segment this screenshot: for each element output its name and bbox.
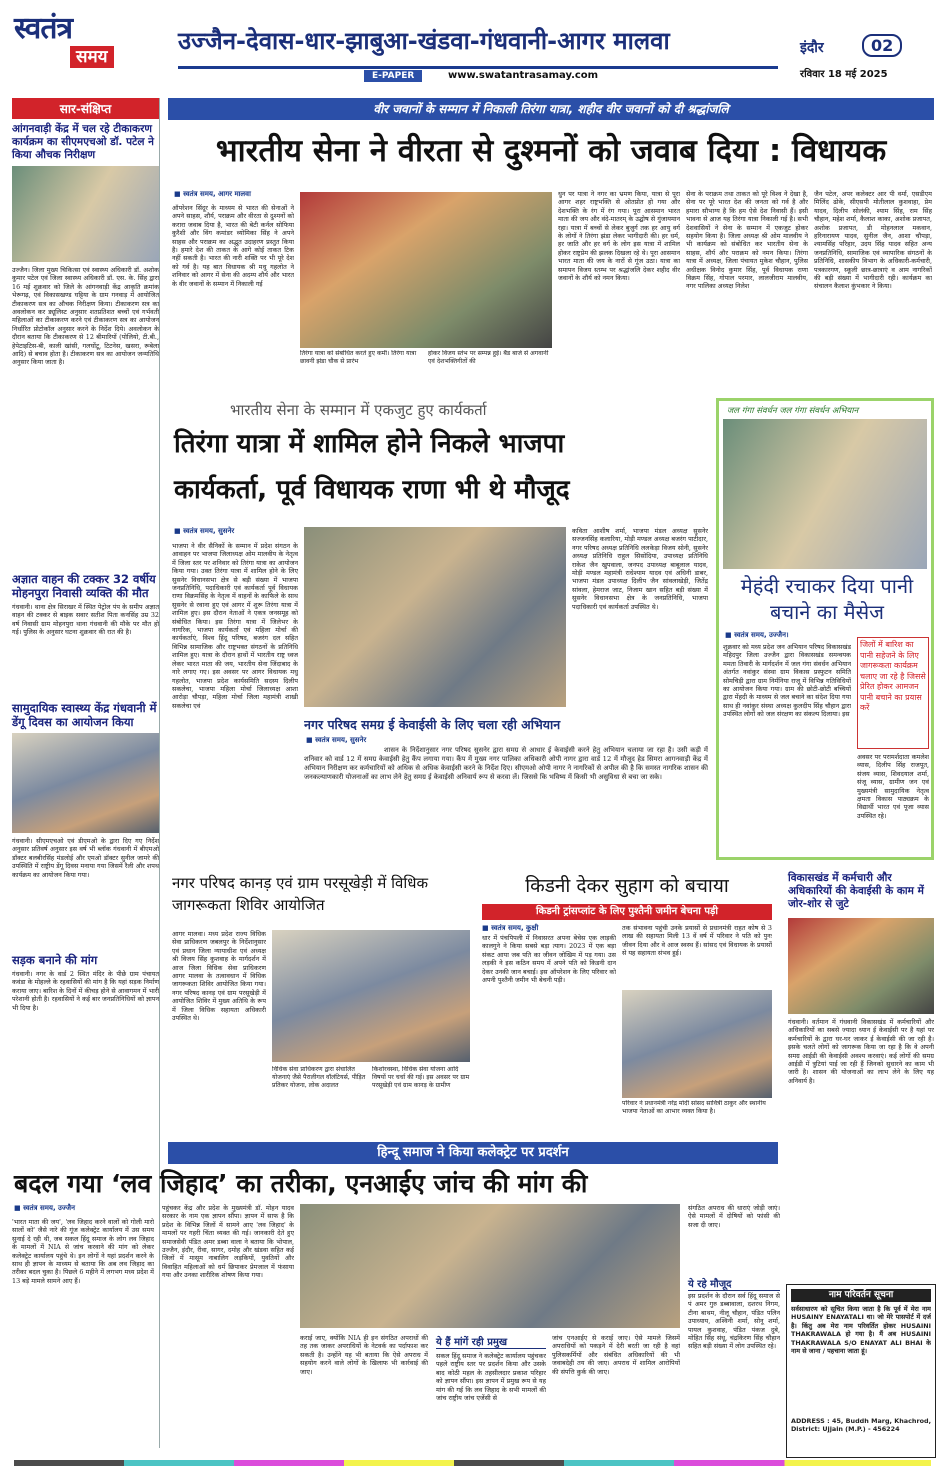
photo-caption: विधिक सेवा प्राधिकरण द्वारा संचालित योजनाएं जैसे पैरालीगल वॉलंटियर्स, पीड़ित प्रतिकर योजना, लोक अदालत (272, 1066, 366, 1089)
box-title: जल गंगा संवर्धन जल गंगा संवर्धन अभियान (727, 406, 859, 416)
logo (14, 12, 154, 92)
logo-top: स्वतंत्र (14, 11, 73, 46)
mid-headline-1: तिरंगा यात्रा में शामिल होने निकले भाजपा (174, 429, 565, 459)
kidney-subhead: किडनी ट्रांसप्लांट के लिए पुश्तैनी जमीन बेचना पड़ी (482, 904, 772, 920)
article-column: जांच एनआईए से कराई जाए। ऐसे मामले जिसमें अपराधियों को पकड़ने में देरी बरती जा रही है वहां पुलिसकर्मियों और संबंधित अधिकारियों की भी जवाबदेही तय की जाए। अपराध में शामिल आरोपियों की संपत्ति कुर्क की जाए। (552, 1334, 680, 1376)
logo-bottom: समय (70, 46, 114, 68)
byline: ■ स्वतंत्र समय, आगर मालवा (174, 190, 251, 199)
present-subhead: ये रहे मौजूद (688, 1276, 780, 1291)
sidebar-item-headline: अज्ञात वाहन की टक्कर 32 वर्षीय मोहनपुरा निवासी व्यक्ति की मौत (12, 572, 156, 600)
article-column: सकल हिंदू समाज ने कलेक्ट्रेट कार्यालय पहुंचकर पहले राष्ट्रीय स्तर पर प्रदर्शन किया और उसके बाद कोठी महल के तहसीलदार प्रकाश परिहार को ज्ञापन सौंपा। इस ज्ञापन में प्रमुख रूप से यह मांग की गई कि लव जिहाद के सभी मामलों की जांच राष्ट्रीय जांच एजेंसी से (436, 1352, 546, 1403)
sidebar-item-headline: आंगनवाड़ी केंद्र में चल रहे टीकाकरण कार्यक्रम का सीएमएचओ डॉ. पटेल ने किया औचक निरीक्षण (12, 123, 154, 161)
sidebar-item-headline: सामुदायिक स्वास्थ्य केंद्र गंधवानी में डेंगू दिवस का आयोजन किया (12, 701, 157, 729)
protest-photo (300, 1204, 680, 1328)
article-column: सेना के पराक्रम तथा ताकत को पूरे विश्व ने देखा है, सेना पर पूरे भारत देश की जनता को गर्व है और हमारा सौभाग्य है कि हम ऐसे देश निवासी हैं। इसी भावना से आज यह तिरंगा यात्रा निकाली गई है। सभी देशवासियों ने सेना के सम्मान में एकजुट होकर सहयोग किया है। जिला अध्यक्ष श्री ओम मालवीय ने भी कार्यक्रम को संबोधित कर भारतीय सेना के साहस, शौर्य और पराक्रम को नमन किया। तिरंगा यात्रा में अध्यक्ष, जिला पंचायत मुकेश चौहान, पुलिस अधीक्षक विनोद कुमार सिंह, पूर्व विधायक राणा विक्रम सिंह, गोपाल परमार, लालजीराम मालवीय, नगर पालिका अध्यक्ष निलेश (686, 190, 808, 291)
notice-address: ADDRESS : 45, Buddh Marg, Khachrod, District: Ujjain (M.P.) - 456224 (791, 1417, 931, 1434)
byline: ■ स्वतंत्र समय, सुसनेर (306, 736, 366, 745)
ekyc-body: शासन के निर्देशानुसार नगर परिषद सुसनेर द्वारा समग्र से आधार ई केवाईसी करने हेतु अभियान चलाया जा रहा है। उसी कड़ी में शनिवार को वार्ड 12 में समग्र केवाईसी हेतु कैंप लगाया गया। कैंप में मुख्य नगर पालिका अधिकारी ओपी नागर द्वारा वार्ड 12 में मौजूद हेड सिमरा आगनवाड़ी केंद्र में अभियान निरीक्षण कर कर्मचारियों को अधिक से अधिक केवाईसी करने के निर्देश दिए। सीएमओ ओपी नागर ने नागरिकों से अपील की है कि समस्त नागरिक शासन की जनकल्याणकारी योजनाओं का लाभ लेने हेतु समग्र ई केवाईसी अनिवार्य रूप से करवा लें। जिससे कि भविष्य में किसी भी असुविधा से बचा जा सके। (304, 746, 708, 781)
ekyc-subkicker: नगर परिषद समग्र ई केवाईसी के लिए चला रही अभियान (304, 717, 561, 732)
byline: ■ स्वतंत्र समय, सुसनेर (174, 527, 234, 536)
box-callout: जिलों में बारिश का पानी सहेजने के लिए जागरूकता कार्यक्रम चलाए जा रहे है जिससे प्रेरित होकर आमजन पानी बचाने का प्रयास करें (857, 637, 929, 749)
bottom-headline: बदल गया ‘लव जिहाद’ का तरीका, एनआईए जांच की मांग की (14, 1169, 588, 1198)
article-column: कराई जाए, क्योंकि NIA ही इन संगठित अपराधों की तह तक जाकर अपराधियों के नेटवर्क का पर्दाफाश कर सकती है। उन्होंने यह भी बताया कि ऐसे अपराध में सहयोग करने वाले लोगों के खिलाफ भी कार्रवाई की जाए। (300, 1334, 428, 1376)
photo-caption: किशोरवस्था, विधिक सेवा योजना आदि विषयों पर चर्चा की गई। इस अवसर पर ग्राम परसूखेड़ी एवं ग्राम कानड़ के ग्रामीण (372, 1066, 470, 1089)
website[interactable]: www.swatantrasamay.com (448, 70, 599, 81)
article-column: धार में पंचपिपली में निवासरत अपना बेचेस एक लाड़की कालगुने ने किया सबसे बड़ा त्याग। 2023 में एक बड़ा संकट आया जब पति का जीवन जोखिम में पड़ गया। उस लड़की ने इस कठिन समय में अपने पति को किडनी दान देकर उनकी जान बचाई। इस ऑपरेशन के लिए परिवार को अपनी पुश्तैनी जमीन भी बेचनी पड़ी। (482, 934, 616, 985)
article-column: जैन पटेल, अपर कलेक्टर आर पी वर्मा, एसडीएम मिलिंद ढोके, सीएसपी मोतीलाल कुशवाहा, प्रेम यादव, दिलीप सोलंकी, श्याम सिंह, राम सिंह चौहान, महेश शर्मा, कैलाश काका, अशोक प्रजापत, अशोक प्रजापत, डी मोहनलाल मकवान, हरिनारायण यादव, सुनील जैन, आशा चौपड़ा, श्यामसिंह परिहार, उदय सिंह यादव सहित अन्य जनप्रतिनिधि, सामाजिक एवं व्यापारिक संगठनों के प्रतिनिधि, शासकीय विभाग के अधिकारी-कर्मचारी, पत्रकारगण, स्कूली छात्र-छात्राएं व आम नागरिकों की बड़ी संख्या में भागीदारी रही। कार्यक्रम का संचालन कैलाश कुंभकार ने किया। (814, 190, 932, 291)
bottom-kicker: हिन्दू समाज ने किया कलेक्ट्रेट पर प्रदर्शन (168, 1142, 778, 1164)
photo-caption: तिरंगा यात्रा को संबोधित करते हुए कर्मी। तिरंगा यात्रा छावनी झंडा चौक से प्रारंभ (300, 350, 417, 365)
ekyc-work-photo (788, 918, 934, 1014)
masthead (0, 0, 945, 96)
top-headline: भारतीय सेना ने वीरता से दुश्मनों को जवाब दिया : विधायक (215, 133, 887, 169)
demands-subhead: ये हैं मांगें रही प्रमुख (436, 1334, 546, 1349)
jal-ganga-box (716, 398, 934, 860)
tiranga-yatra-photo (300, 192, 552, 348)
mehndi-photo (723, 419, 927, 569)
article-column: धुन पर यात्रा ने नगर का भ्रमण किया, यात्रा से पूरा आगर शहर राष्ट्रभक्ति से ओतप्रोत हो गया और देशभक्ति के रंग में रंग गया। पूरा आसमान भारत माता की जय और वंदे-मातरम् के उद्घोष से गुंजायमान रहा। यात्रा में बच्चों से लेकर बुजुर्ग तक हर आयु वर्ग के लोगों ने तिरंगा झंडा लेकर भागीदारी की। हर धर्म, हर जाति और हर वर्ग के लोग इस यात्रा में शामिल होकर राष्ट्रप्रेम की झलक दिखला रहे थे। पूरा आसमान भारत माता की जय के नारों से गूंज उठा। यात्रा का समापन विजय स्तम्भ पर श्रद्धांजलि देकर शहीद वीर जवानों के शौर्य को नमन किया। (558, 190, 680, 283)
region-banner: उज्जैन-देवास-धार-झाबुआ-खंडवा-गंधवानी-आगर मालवा (178, 27, 670, 55)
sidebar-item (12, 572, 159, 695)
epaper-badge: E-PAPER (364, 70, 422, 82)
article-column: गंधवानी। वर्तमान में गंधवानी विकासखंड में कर्मचारियों और अधिकारियों का सबसे ज्यादा ध्यान ई केवाईसी पर है यहां पर कर्मचारियों के द्वारा घर-घर जाकर ई केवाईसी की जा रही है। इसके चलते लोगों को जागरूक किया जा रहा है कि वे अपनी समग्र आईडी की केवाईसी अवश्य करवाएं। कई लोगों की समग्र आईडी में त्रुटियां पाई जा रही हैं जिनको सुधारने का काम भी जारी है। शासन की योजनाओं का लाभ लेने के लिए यह अनिवार्य है। (788, 1018, 934, 1085)
article-column: भाजपा ने वीर सैनिकों के सम्मान में प्रदेश संगठन के आवाहन पर भाजपा जिलाध्यक्ष ओम मालवीय के नेतृत्व में जिला स्तर पर शनिवार को तिरंगा यात्रा का आयोजन किया गया। उक्त तिरंगा यात्रा में शामिल होने के लिए सुसनेर विधानसभा क्षेत्र से बड़ी संख्या में भाजपा जनप्रतिनिधि, पदाधिकारी एवं कार्यकर्ता पूर्व विधायक राणा विक्रमसिंह के नेतृत्व में वाहनों के काफिले के साथ सुसनेर से रवाना हुए एवं आगर में शुरू तिरंगा यात्रा में शामिल हुए। इस दौरान नेताओं ने एकत्र जनसमूह को संबोधित किया। इस तिरंगा यात्रा में जिलेभर के नागरिक, भाजपा कार्यकर्ता एवं महिला मोर्चा की कार्यकर्ताएं, विश्व हिंदू परिषद, बजरंग दल सहित विभिन्न सामाजिक और राष्ट्रभक्त संगठनों के प्रतिनिधि शामिल हुए। यात्रा के दौरान हाथों में भारतीय राष्ट्र ध्वज लेकर भारत माता की जय, भारतीय सेना जिंदाबाद के नारे लगाए गए। इस अवसर पर आगर विधायक मधु गहलोत, भाजपा प्रदेश कार्यसमिति सदस्य दिलीप सकलेचा, भाजपा महिला मोर्चा जिलाध्यक्ष आशा आरोड़ा चौपड़ा, महिला मोर्चा जिला महामंत्री शाखी सकलेचा एवं (172, 542, 298, 710)
sidebar-item-body: गंधवानी। थाना क्षेत्र सिराखर में स्थित पेट्रोल पंप के समीप अज्ञात वाहन की टक्कर से बाइक सवार सतीश पिता कनसिंह उम्र 32 वर्ष निवासी ग्राम मोहनपुरा थाना गंधवानी की मौके पर मौत हो गई। पुलिस के अनुसार घटना शुक्रवार की रात की है। (12, 603, 159, 637)
top-kicker: वीर जवानों के सम्मान में निकाली तिरंगा यात्रा, शहीद वीर जवानों को दी श्रद्धांजलि (168, 98, 934, 120)
top-story (168, 190, 934, 390)
sidebar-item-body: गंधवानी। नगर के वार्ड 2 स्थित मंदिर के पीछे ग्राम पंचायत कवंडा के मोहल्ले के रहवासियों की मांग है कि यहां सड़क निर्माण कराया जाए। बारिश के दिनों में कीचड़ होने से आवागमन में भारी परेशानी होती है। रहवासियों ने कई बार जनप्रतिनिधियों को ज्ञापन भी दिया है। (12, 970, 159, 1012)
color-bar (14, 1460, 931, 1466)
page-number: 02 (862, 34, 902, 57)
ekyc-work-headline: विकासखंड में कर्मचारी और अधिकारियों की केवाईसी के काम में जोर-शोर से जुटे (788, 872, 924, 910)
notice-body: सर्वसाधारण को सूचित किया जाता है कि पूर्व में मेरा नाम HUSAINY ENAYATALI था। जो मेरे पासपोर्ट में दर्ज है। किंतु अब मेरा नाम परिवर्तित होकर HUSAINI THAKRAWALA हो गया है। मैं अब HUSAINI THAKRAWALA S/O ENAYAT ALI BHAI के नाम से जाना / पहचाना जाता हूं। (791, 1305, 931, 1356)
issue-date: रविवार 18 मई 2025 (800, 69, 888, 80)
byline: ■ स्वतंत्र समय, उज्जैन (14, 1204, 75, 1213)
article-column: कविता आशीष शर्मा, भाजपा मंडल अध्यक्ष सुसनेर सज्जनसिंह कलारिया, मोड़ी मण्डल अध्यक्ष बजरंग पाटीदार, नगर परिषद अध्यक्ष प्रतिनिधि ललकेड़ा विजय सोनी, सुसनेर अध्यक्ष प्रतिनिधि राहुल सिसोदिया, उपाध्यक्ष प्रतिनिधि राकेश जैन खुपवाला, जनपद उपाध्यक्ष बाबूलाल यादव, मोड़ी मण्डल महामंत्री राधेश्याम यादव एवं अधिनी डाबर, भाजपा मंडल उपाध्यक्ष दिलीप जैन सांवलाखेड़ी, जितेंद्र सांवला, हेमराज जाट, निजाम खान सहित बड़ी संख्या में सुसनेर विधानसभा क्षेत्र के जनप्रतिनिधि, भाजपा पदाधिकारी एवं कार्यकर्ता उपस्थित थे। (572, 527, 708, 611)
dengue-day-photo (12, 733, 159, 833)
photo-caption: परिवार ने प्रधानमंत्री नरेंद्र मोदी सांसद सावित्री ठाकुर और स्थानीय भाजपा नेताओं का आभार व्यक्त किया है। (622, 1100, 766, 1115)
row3-left (168, 868, 472, 1138)
article-column: 'भारत माता की जय', 'लव जिहाद करने वालों को गोली मारो सालों को' जैसे नारे की गूंज कलेक्ट्रेट कार्यालय में उस समय सुनाई दे रही थी, जब सकल हिंदू समाज के लोग लव जिहाद के मामलों में NIA से जांच करवाने की मांग को लेकर कलेक्ट्रेट कार्यालय पहुंचे थे। इन लोगों ने यहां प्रदर्शन करने के साथ ही ज्ञापन के माध्यम से बताया कि अब लव जिहाद का तरीका बदल चुका है। पिछले 6 महीने में लगभग मध्य प्रदेश में 13 बड़े मामले सामने आए हैं। (12, 1218, 154, 1285)
row3-mid (478, 868, 776, 1138)
sidebar-item-body: उज्जैन। जिला मुख्य चिकित्सा एवं स्वास्थ्य अधिकारी डॉ. अशोक कुमार पटेल एवं जिला स्वास्थ्य अधिकारी डॉ. एस. के. सिंह द्वारा 16 मई शुक्रवार को जिले के आंगनवाड़ी केंद्र आकृति क्रमांक भेरूगढ़, एवं विकासखण्ड घट्टिया के ग्राम गनवाड़ में आयोजित टीकाकरण सत्र का औचक निरीक्षण किया। टीकाकरण सत्र का अवलोकन कर ड्यूलिस्ट अनुसार शतप्रतिशत बच्चों एवं गर्भवती महिलाओं का टीकाकरण करने एवं टीकाकरण सत्र का आयोजन निर्धारित प्रोटोकॉल अनुसार करने के निर्देश दिये। अवलोकन के दौरान बताया कि टीकाकरण से 12 बीमारियों (पोलियो, टी.बी., हेपेटाइटिस-बी, काली खांसी, गलघोंटू, टिटनेस, खसरा, रूबेला आदि) से बचाव होता है। टीकाकरण सत्र का आयोजन जन्मतिथि अनुसार किया जाता है। (12, 266, 159, 367)
sidebar-item-headline: सड़क बनाने की मांग (12, 953, 98, 967)
box-body: अवसर पर परामर्शदाता कमलेश व्यास, दिलीप सिंह राजपूत, संजय व्यास, शिवदयाल शर्मा, संजू व्यास, ग्रामीण जन एवं मुख्यमंत्री सामुदायिक नेतृत्व क्षमता विकास पाठ्यक्रम के विद्यार्थी भारत एवं पूजा व्यास उपस्थित रहे। (857, 753, 929, 820)
bjp-yatra-photo (304, 527, 566, 707)
sidebar-item (12, 701, 159, 947)
sidebar-item (12, 953, 159, 1080)
legal-camp-headline: नगर परिषद कानड़ एवं ग्राम परसूखेड़ी में विधिक जागरूकता शिविर आयोजित (172, 874, 428, 914)
byline: ■ स्वतंत्र समय, कुक्षी (482, 924, 538, 933)
article-column: इस प्रदर्शन के दौरान सर्व हिंदू समाज से पं अमर गुरु डब्बावाला, दशरथ निगम, टीना बाथम, नीलू चौहान, पंडित पलिन उपाध्याय, अश्विनी शर्मा, सोनू शर्मा, पायल कुशवाह, पंडित पंकज दुबे, मोहित सिंह संधू, चंद्रकिरण सिंह चौहान सहित बड़ी संख्या में लोग उपस्थित रहे। (688, 1292, 780, 1351)
byline: ■ स्वतंत्र समय, उज्जैन। (725, 631, 789, 640)
article-column: ऑपरेशन सिंदूर के माध्यम से भारत की सेनाओं ने अपने साहस, शौर्य, पराक्रम और वीरता से दुश्मनों को करारा जवाब दिया है, भारत की बेटी कर्नल सोफिया कुरैशी और विंग कमांडर व्योमिका सिंह ने अपने साहस और पराक्रम का अद्भुत उदाहरण प्रस्तुत किया है। हमारे देश की ताकत के आगे कोई ताकत टिक नहीं सकती है। भारत की नारी शक्ति पर भी पूरे देश को गर्व है। यह बात विधायक श्री मधु गहलोत ने शनिवार को आगर में सेना की अदम्य शौर्य और भारत के वीर जवानों के सम्मान में निकाली गई (172, 204, 294, 288)
box-body: शुक्रवार को मध्य प्रदेश जन अभियान परिषद विकासखंड महिदपुर जिला उज्जैन द्वारा विकासखंड समन्वयक ममता तिवारी के मार्गदर्शन में जल गंगा संवर्धन अभियान अंतर्गत नवांकुर संस्था ग्राम विकास प्रस्फुटन समिति सोमचिड़ी द्वारा ग्राम निर्मनिया राजू में विभिन्न गतिविधियों का आयोजन किया गया। ग्राम की छोटी-छोटी बच्चियों द्वारा मेंहदी के माध्यम से जल बचाने का संदेश दिया गया साथ ही नवांकुर संस्था अध्यक्ष कुलदीप सिंह चौहान द्वारा उपस्थित लोगों को जल संरक्षण का संकल्प दिलाया। इस (723, 643, 851, 719)
mid-headline-2: कार्यकर्ता, पूर्व विधायक राणा भी थे मौजूद (174, 475, 570, 505)
sidebar-item (12, 123, 159, 566)
legal-camp-photo (272, 930, 470, 1062)
article-column: आगर मालवा। मध्य प्रदेश राज्य विधिक सेवा प्राधिकरण जबलपुर के निर्देशानुसार एवं प्रधान जिला न्यायाधीश एवं अध्यक्ष श्री विजय सिंह कुशवाह के मार्गदर्शन में आज जिला विधिक सेवा प्राधिकरण आगर मालवा के तत्वावधान में विधिक जागरूकता शिविर आयोजित किया गया। नगर परिषद कानड़ एवं ग्राम परसूखेड़ी में आयोजित शिविर में मुख्य अतिथि के रूप में जिला विधिक सहायता अधिकारी उपस्थित थे। (172, 930, 266, 1023)
article-column: पहुंचकर केंद्र और प्रदेश के मुख्यमंत्री डॉ. मोहन यादव सरकार के नाम एक ज्ञापन सौंपा। ज्ञापन में साफ है कि प्रदेश के विभिन्न जिलों में सामने आए 'लव जिहाद' के मामलों पर गहरी चिंता व्यक्त की गई। जानकारी देते हुए समाजसेवी पंडित अमर डब्बा वाला ने बताया कि भोपाल, उज्जैन, इंदौर, रीवा, सागर, दमोह और खंडवा सहित कई जिलों में मासूम नाबालिग लड़कियों, युवतियों और विवाहित महिलाओं को धर्म छिपाकर प्रेमजाल में फंसाया गया और उनका शारीरिक शोषण किया गया। (162, 1204, 294, 1280)
photo-caption: होकर विजय स्तंभ पर सम्पन्न हुई। बैंड बाजे से अगवानी एवं देशभक्तिगीतों की (428, 350, 549, 365)
article-column: संगठित अपराध की धाराएं जोड़ी जाएं। ऐसे मामलों में दोषियों को फांसी की सजा दी जाए। (688, 1204, 780, 1229)
city-label: इंदौर (800, 40, 824, 56)
vaccination-photo (12, 166, 159, 262)
sidebar-header: सार-संक्षिप्त (12, 98, 159, 119)
sidebar-item-body: गंधवानी। सीएमएचओ एवं डीएमओ के द्वारा दिए गए निर्देश अनुसार प्रतिवर्ष अनुसार इस वर्ष भी ब्लॉक गंधवानी में बीएमओ डॉक्टर बलबीरसिंह मंडलोई और एमओ डॉक्टर सुनील जामरे की उपस्थिति में राष्ट्रीय डेंगू दिवस मनाया गया जिसमें रैली और शपथ कार्यक्रम का आयोजन किया गया। (12, 837, 159, 879)
box-headline: मेहंदी रचाकर दिया पानी बचाने का मैसेज (740, 574, 914, 624)
masthead-rule (178, 66, 778, 69)
kidney-headline: किडनी देकर सुहाग को बचाया (525, 875, 729, 897)
name-change-notice (786, 1284, 936, 1458)
mid-kicker: भारतीय सेना के सम्मान में एकजुट हुए कार्यकर्ता (230, 401, 487, 419)
notice-title: नाम परिवर्तन सूचना (791, 1289, 931, 1302)
couple-photo (622, 990, 772, 1098)
article-column: तक संभावना पहुंची उनके प्रयासों से प्रधानमंत्री राहत कोष से 3 लाख की सहायता मिली 13 वें वर्ष में परिवार ने पति को पुनः जीवन दिया और वे आज स्वस्थ हैं। सांसद एवं विधायक के प्रयासों से यह सहायता संभव हुई। (622, 924, 772, 958)
